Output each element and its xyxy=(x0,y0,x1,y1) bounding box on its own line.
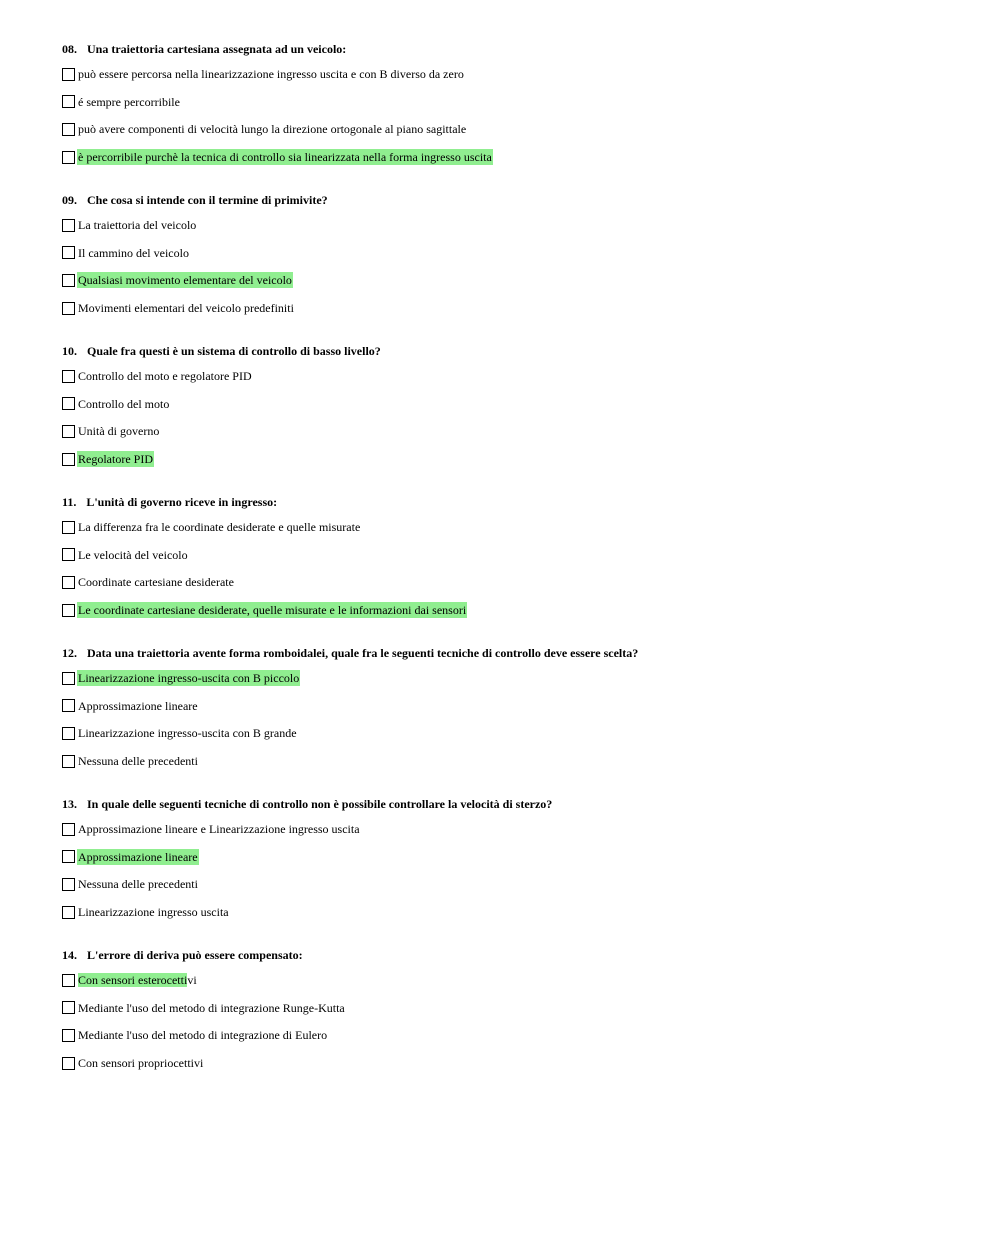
answer-checkbox[interactable] xyxy=(62,878,75,891)
question-title xyxy=(62,191,962,209)
answer-label: Controllo del moto e regolatore PID xyxy=(78,369,252,383)
question-number: 10. xyxy=(62,344,77,358)
answer-option xyxy=(62,368,962,384)
answer-option xyxy=(62,1000,962,1016)
answer-label-highlighted: è percorribile purchè la tecnica di controllo sia linearizzata nella forma ingresso uscita xyxy=(78,150,492,165)
answer-label: Mediante l'uso del metodo di integrazione Runge-Kutta xyxy=(78,1000,345,1015)
answer-option xyxy=(62,396,962,412)
answer-checkbox[interactable] xyxy=(62,219,75,232)
answer-option xyxy=(62,121,962,137)
answer-label: Linearizzazione ingresso uscita xyxy=(78,905,229,920)
answer-label: può essere percorsa nella linearizzazione ingresso uscita e con B diverso da zero xyxy=(78,67,464,81)
answer-label: Controllo del moto xyxy=(78,396,170,411)
question-09 xyxy=(62,191,962,342)
answer-option xyxy=(62,519,962,535)
question-number: 12. xyxy=(62,646,77,660)
answer-option-correct xyxy=(62,451,962,467)
question-12 xyxy=(62,644,962,795)
answer-option xyxy=(62,821,962,837)
answer-label: Il cammino del veicolo xyxy=(78,245,189,260)
answer-checkbox[interactable] xyxy=(62,68,75,81)
answer-label: Linearizzazione ingresso-uscita con B grande xyxy=(78,726,297,741)
answer-checkbox[interactable] xyxy=(62,906,75,919)
answer-option xyxy=(62,300,962,316)
answer-label-highlighted: Regolatore PID xyxy=(78,452,153,467)
question-11 xyxy=(62,493,962,644)
answer-option xyxy=(62,66,962,82)
question-number: 09. xyxy=(62,193,77,207)
answer-label: La differenza fra le coordinate desiderate e quelle misurate xyxy=(78,520,361,534)
answer-label: può avere componenti di velocità lungo la direzione ortogonale al piano sagittale xyxy=(78,122,467,137)
answer-checkbox[interactable] xyxy=(62,850,75,863)
answer-option xyxy=(62,725,962,741)
answer-label: Movimenti elementari del veicolo predefiniti xyxy=(78,301,294,316)
answer-checkbox[interactable] xyxy=(62,974,75,987)
answer-label-unhighlighted-part: vi xyxy=(187,973,197,987)
question-10 xyxy=(62,342,962,493)
answer-option xyxy=(62,94,962,110)
question-number: 14. xyxy=(62,948,77,962)
answer-checkbox[interactable] xyxy=(62,755,75,768)
answer-label-partially-highlighted xyxy=(77,972,198,988)
answer-checkbox[interactable] xyxy=(62,274,75,287)
answer-option xyxy=(62,547,962,563)
answer-checkbox[interactable] xyxy=(62,823,75,836)
question-title xyxy=(62,644,962,662)
answer-checkbox[interactable] xyxy=(62,425,75,438)
answer-option xyxy=(62,904,962,920)
answer-label: Mediante l'uso del metodo di integrazione di Eulero xyxy=(78,1028,328,1043)
answer-option xyxy=(62,1027,962,1043)
question-number: 11. xyxy=(62,495,77,509)
answer-option xyxy=(62,423,962,439)
answer-label: Nessuna delle precedenti xyxy=(78,877,198,892)
answer-checkbox[interactable] xyxy=(62,370,75,383)
answer-label: Approssimazione lineare e Linearizzazione ingresso uscita xyxy=(78,822,360,836)
answer-label: Nessuna delle precedenti xyxy=(78,754,198,769)
answer-option xyxy=(62,217,962,233)
answer-option xyxy=(62,574,962,590)
answer-label-highlighted: Qualsiasi movimento elementare del veicolo xyxy=(78,273,292,288)
answer-option-correct xyxy=(62,972,962,988)
question-13 xyxy=(62,795,962,946)
answer-checkbox[interactable] xyxy=(62,123,75,136)
answer-label: Approssimazione lineare xyxy=(78,698,198,713)
question-text: L'errore di deriva può essere compensato: xyxy=(87,948,303,962)
answer-checkbox[interactable] xyxy=(62,95,75,108)
answer-label: é sempre percorribile xyxy=(78,94,180,109)
answer-label: Con sensori propriocettivi xyxy=(78,1056,204,1071)
answer-checkbox[interactable] xyxy=(62,1029,75,1042)
answer-checkbox[interactable] xyxy=(62,548,75,561)
answer-label-highlighted: Linearizzazione ingresso-uscita con B piccolo xyxy=(78,671,300,685)
question-text: L'unità di governo riceve in ingresso: xyxy=(86,495,278,509)
answer-option-correct xyxy=(62,602,962,618)
answer-checkbox[interactable] xyxy=(62,1057,75,1070)
question-text: In quale delle seguenti tecniche di controllo non è possibile controllare la velocità di sterzo? xyxy=(87,797,553,811)
answer-checkbox[interactable] xyxy=(62,1001,75,1014)
answer-option xyxy=(62,245,962,261)
answer-checkbox[interactable] xyxy=(62,397,75,410)
answer-label: La traiettoria del veicolo xyxy=(78,218,197,232)
answer-checkbox[interactable] xyxy=(62,151,75,164)
answer-label: Le velocità del veicolo xyxy=(78,547,188,562)
answer-option-correct xyxy=(62,849,962,865)
question-text: Una traiettoria cartesiana assegnata ad un veicolo: xyxy=(87,42,347,56)
answer-label-highlighted: Le coordinate cartesiane desiderate, quelle misurate e le informazioni dai sensori xyxy=(78,603,467,618)
question-title xyxy=(62,795,962,813)
answer-option xyxy=(62,698,962,714)
quiz-page xyxy=(62,40,962,1097)
answer-option-correct xyxy=(62,670,962,686)
question-number: 08. xyxy=(62,42,77,56)
question-title xyxy=(62,493,962,511)
answer-checkbox[interactable] xyxy=(62,699,75,712)
answer-checkbox[interactable] xyxy=(62,453,75,466)
question-number: 13. xyxy=(62,797,77,811)
answer-option xyxy=(62,876,962,892)
question-title xyxy=(62,40,962,58)
question-title xyxy=(62,342,962,360)
answer-option-correct xyxy=(62,272,962,288)
answer-checkbox[interactable] xyxy=(62,576,75,589)
question-14 xyxy=(62,946,962,1097)
answer-checkbox[interactable] xyxy=(62,672,75,685)
answer-checkbox[interactable] xyxy=(62,727,75,740)
answer-label-highlighted: Approssimazione lineare xyxy=(78,849,198,864)
question-text: Quale fra questi è un sistema di controllo di basso livello? xyxy=(87,344,381,358)
answer-checkbox[interactable] xyxy=(62,246,75,259)
answer-option xyxy=(62,753,962,769)
question-text: Data una traiettoria avente forma romboidalei, quale fra le seguenti tecniche di controllo deve essere scelta? xyxy=(87,646,639,660)
answer-option xyxy=(62,1055,962,1071)
answer-label-highlighted-part: Con sensori esterocetti xyxy=(78,973,188,987)
answer-checkbox[interactable] xyxy=(62,521,75,534)
answer-checkbox[interactable] xyxy=(62,302,75,315)
answer-option-correct xyxy=(62,149,962,165)
answer-checkbox[interactable] xyxy=(62,604,75,617)
answer-label: Unità di governo xyxy=(78,424,160,439)
question-title xyxy=(62,946,962,964)
question-08 xyxy=(62,40,962,191)
question-text: Che cosa si intende con il termine di primivite? xyxy=(87,193,328,207)
answer-label: Coordinate cartesiane desiderate xyxy=(78,575,234,590)
